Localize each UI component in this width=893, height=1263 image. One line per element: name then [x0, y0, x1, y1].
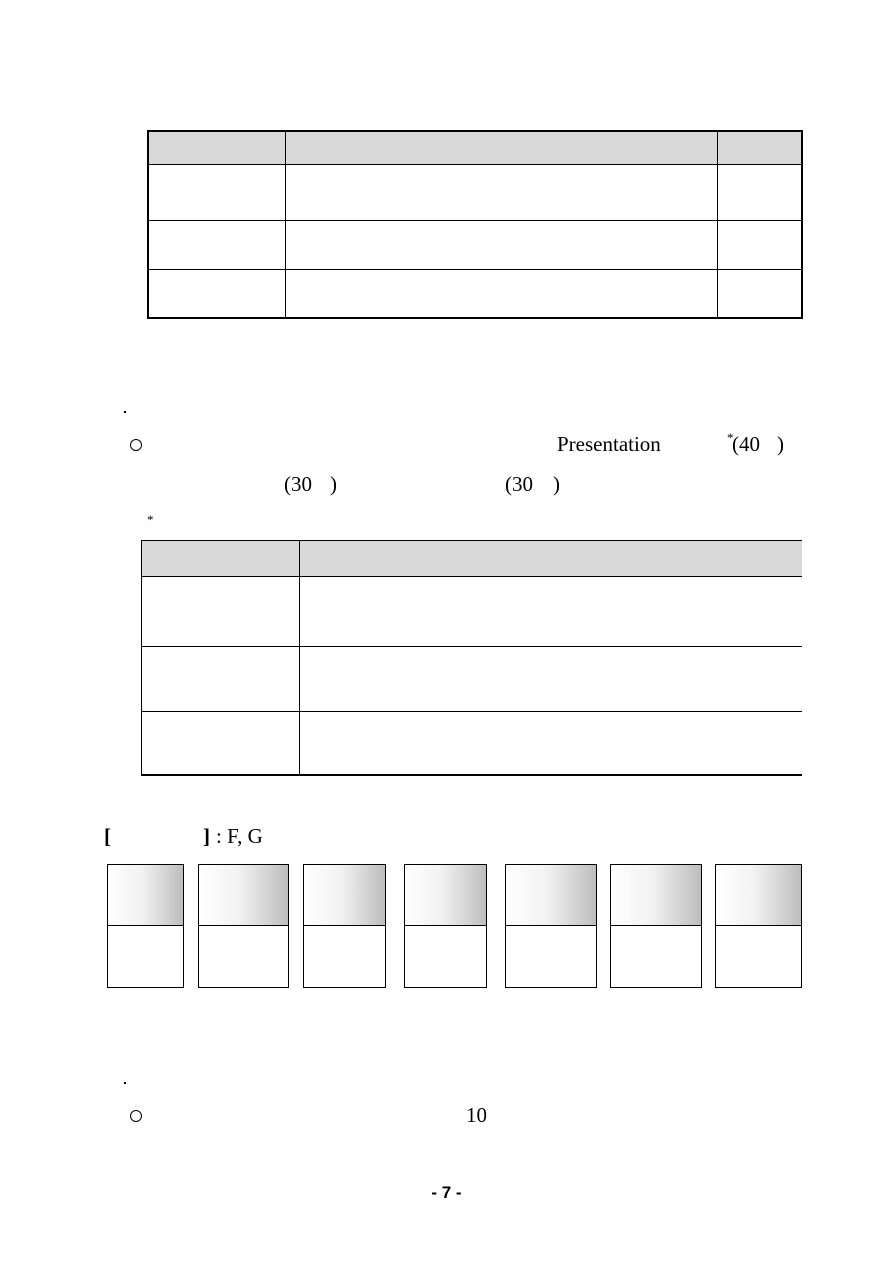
- table1-header-cell: [285, 131, 718, 165]
- table2-row: [142, 712, 803, 775]
- assessment-table-2: [141, 540, 802, 776]
- weight-value-1: (40: [732, 432, 760, 456]
- group-box-header: [304, 865, 385, 926]
- table1-cell: [718, 221, 802, 270]
- table2-cell: [300, 577, 803, 647]
- group-box: [198, 864, 289, 988]
- table1-cell: [285, 165, 718, 221]
- table2-cell: [142, 647, 300, 712]
- table1-cell: [148, 221, 285, 270]
- group-box-header: [108, 865, 183, 926]
- group-box-header: [611, 865, 701, 926]
- group-box: [404, 864, 487, 988]
- weight-close-1: ): [777, 432, 784, 456]
- table1-cell: [718, 270, 802, 318]
- open-bracket: [: [104, 824, 111, 848]
- group-list: : F, G: [216, 824, 263, 848]
- table1-header-cell: [148, 131, 285, 165]
- assessment-table-1: [147, 130, 803, 319]
- table1-row: [148, 221, 802, 270]
- group-box-header: [506, 865, 596, 926]
- close-bracket: ]: [203, 824, 210, 848]
- group-box: [715, 864, 802, 988]
- weight-value-3: (30: [505, 472, 533, 496]
- table1-cell: [285, 270, 718, 318]
- table1-row: [148, 165, 802, 221]
- table2-cell: [142, 712, 300, 775]
- table2-row: [142, 647, 803, 712]
- group-box-header: [716, 865, 801, 926]
- table1-cell: [285, 221, 718, 270]
- table2-row: [142, 577, 803, 647]
- group-box-header: [199, 865, 288, 926]
- circle-bullet-icon: [130, 1110, 142, 1122]
- footnote-marker: *: [727, 430, 734, 445]
- table2-cell: [142, 577, 300, 647]
- table2-header-cell: [300, 541, 803, 577]
- table2-cell: [300, 647, 803, 712]
- table2-cell: [300, 712, 803, 775]
- group-box: [505, 864, 597, 988]
- section3-number: 10: [466, 1103, 487, 1127]
- weight-close-3: ): [553, 472, 560, 496]
- table1-header-cell: [718, 131, 802, 165]
- section-bullet-dot: [124, 1082, 126, 1084]
- table1-header-row: [148, 131, 802, 165]
- group-box: [610, 864, 702, 988]
- weight-close-2: ): [330, 472, 337, 496]
- group-box: [303, 864, 386, 988]
- table1-cell: [148, 270, 285, 318]
- weight-value-2: (30: [284, 472, 312, 496]
- table1-cell: [718, 165, 802, 221]
- table1-cell: [148, 165, 285, 221]
- group-box: [107, 864, 184, 988]
- group-box-header: [405, 865, 486, 926]
- circle-bullet-icon: [130, 439, 142, 451]
- note-marker: *: [147, 512, 154, 527]
- presentation-word: Presentation: [557, 432, 661, 456]
- table1-row: [148, 270, 802, 318]
- table2-header-cell: [142, 541, 300, 577]
- table2-header-row: [142, 541, 803, 577]
- page-number: - 7 -: [431, 1183, 462, 1202]
- section-bullet-dot: [124, 411, 126, 413]
